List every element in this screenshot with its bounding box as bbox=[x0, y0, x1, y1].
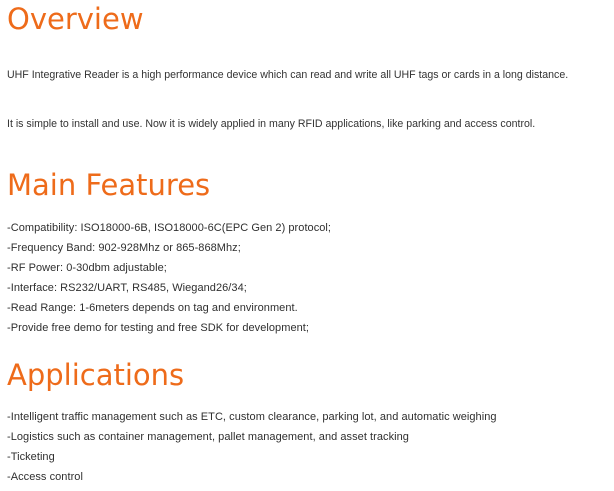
feature-item-rf-power: -RF Power: 0-30dbm adjustable; bbox=[7, 262, 167, 274]
feature-item-free-demo: -Provide free demo for testing and free SDK for development; bbox=[7, 322, 309, 334]
feature-item-interface: -Interface: RS232/UART, RS485, Wiegand26/34; bbox=[7, 282, 247, 294]
application-item-traffic: -Intelligent traffic management such as ETC, custom clearance, parking lot, and automatic weighing bbox=[7, 411, 497, 423]
applications-list bbox=[7, 407, 497, 487]
overview-paragraph-1: UHF Integrative Reader is a high performance device which can read and write all UHF tags or cards in a long distance. bbox=[7, 69, 569, 81]
feature-item-compatibility: -Compatibility: ISO18000-6B, ISO18000-6C(EPC Gen 2) protocol; bbox=[7, 222, 332, 234]
feature-item-frequency-band: -Frequency Band: 902-928Mhz or 865-868Mhz; bbox=[7, 242, 241, 254]
overview-heading: Overview bbox=[7, 2, 144, 36]
overview-paragraph-2: It is simple to install and use. Now it is widely applied in many RFID applications, like parking and access control. bbox=[7, 118, 536, 130]
application-item-access-control: -Access control bbox=[7, 471, 83, 483]
main-features-list bbox=[7, 218, 331, 338]
main-features-heading: Main Features bbox=[7, 168, 211, 202]
applications-heading: Applications bbox=[7, 358, 185, 392]
application-item-ticketing: -Ticketing bbox=[7, 451, 55, 463]
application-item-logistics: -Logistics such as container management, pallet management, and asset tracking bbox=[7, 431, 409, 443]
feature-item-read-range: -Read Range: 1-6meters depends on tag and environment. bbox=[7, 302, 298, 314]
